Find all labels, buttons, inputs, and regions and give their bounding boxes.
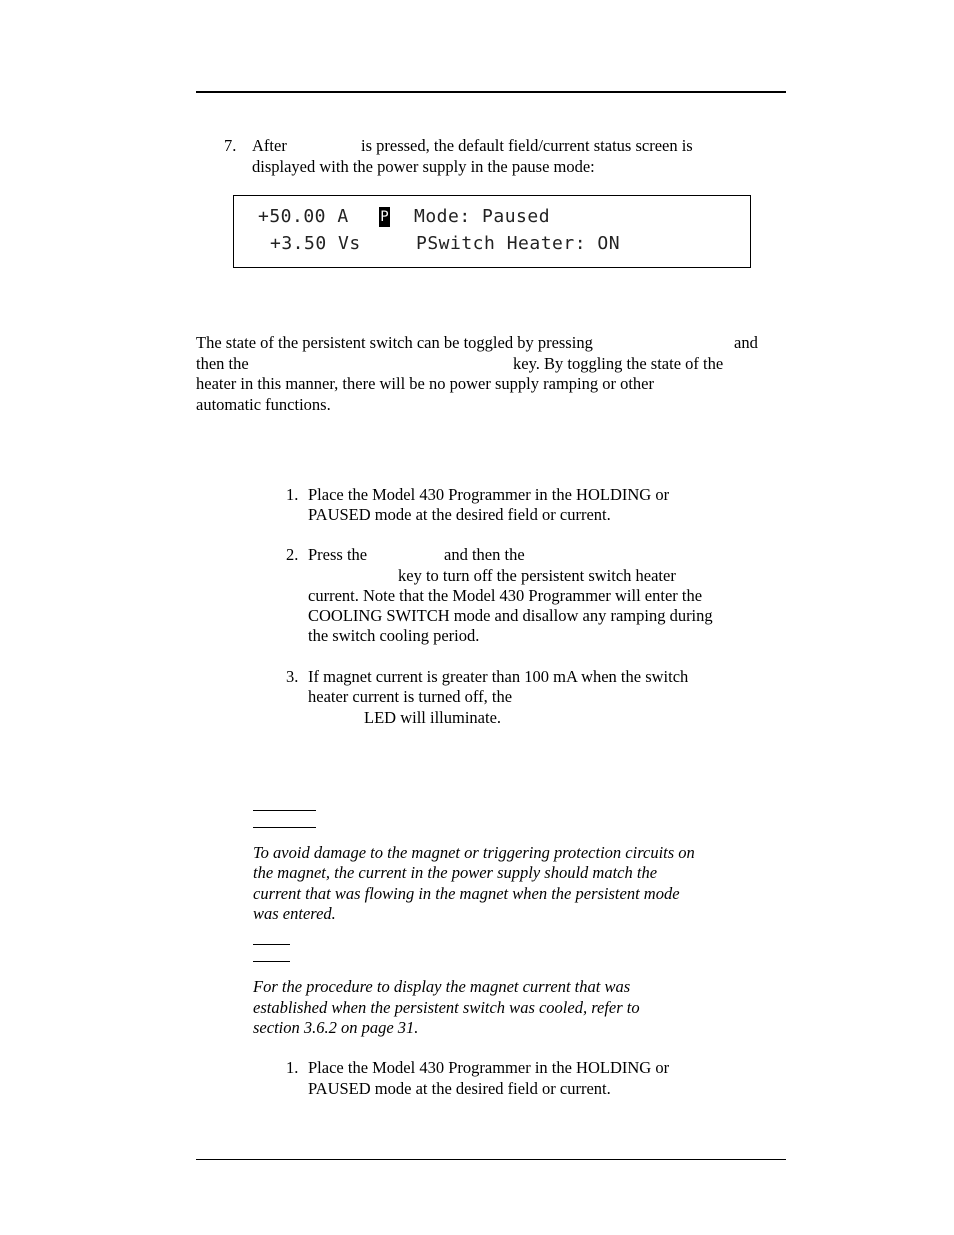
caution-rule-top bbox=[253, 810, 316, 811]
display-heater-status: PSwitch Heater: ON bbox=[416, 233, 621, 254]
list-a-item2-line3: current. Note that the Model 430 Programmer will enter the bbox=[308, 586, 703, 605]
step-7-line2: displayed with the power supply in the pause mode: bbox=[252, 157, 595, 176]
step-7-line1-b: is pressed, the default field/current status screen is bbox=[361, 136, 693, 155]
display-mode: Mode: Paused bbox=[414, 206, 551, 227]
step-7-line1-a: After bbox=[252, 136, 287, 155]
list-a-item3-line2: heater current is turned off, the bbox=[308, 687, 513, 706]
list-a-item3-line3: LED will illuminate. bbox=[364, 708, 502, 727]
caution-line2: the magnet, the current in the power supply should match the bbox=[253, 863, 658, 882]
list-b-item1-line1: Place the Model 430 Programmer in the HOLDING or bbox=[308, 1058, 670, 1077]
note-rule-top bbox=[253, 944, 290, 945]
list-a-item1-number: 1. bbox=[286, 485, 299, 504]
toggle-line2-b: key. By toggling the state of the bbox=[513, 354, 724, 373]
list-b-item1-number: 1. bbox=[286, 1058, 299, 1077]
list-b-item1-line2: PAUSED mode at the desired field or current. bbox=[308, 1079, 611, 1098]
caution-line4: was entered. bbox=[253, 904, 336, 923]
caution-rule-bottom bbox=[253, 827, 316, 828]
footer-rule bbox=[196, 1159, 786, 1160]
list-a-item1-line2: PAUSED mode at the desired field or current. bbox=[308, 505, 611, 524]
toggle-line1-b: and bbox=[734, 333, 758, 352]
list-a-item2-line1-b: and then the bbox=[444, 545, 525, 564]
toggle-line4: automatic functions. bbox=[196, 395, 331, 414]
list-a-item3-line1: If magnet current is greater than 100 mA when the switch bbox=[308, 667, 689, 686]
caution-line1: To avoid damage to the magnet or triggering protection circuits on bbox=[253, 843, 695, 862]
header-rule bbox=[196, 91, 786, 93]
list-a-item1-line1: Place the Model 430 Programmer in the HOLDING or bbox=[308, 485, 670, 504]
list-a-item2-number: 2. bbox=[286, 545, 299, 564]
display-voltage: +3.50 Vs bbox=[270, 233, 361, 254]
note-line1: For the procedure to display the magnet current that was bbox=[253, 977, 631, 996]
step-7-number: 7. bbox=[224, 136, 237, 155]
list-a-item2-line1-a: Press the bbox=[308, 545, 368, 564]
toggle-line2-a: then the bbox=[196, 354, 249, 373]
note-line2: established when the persistent switch was cooled, refer to bbox=[253, 998, 640, 1017]
toggle-line1-a: The state of the persistent switch can be toggled by pressing bbox=[196, 333, 593, 352]
note-line3: section 3.6.2 on page 31. bbox=[253, 1018, 419, 1037]
list-a-item2-line2: key to turn off the persistent switch heater bbox=[398, 566, 676, 585]
note-rule-bottom bbox=[253, 961, 290, 962]
list-a-item3-number: 3. bbox=[286, 667, 299, 686]
toggle-line3: heater in this manner, there will be no power supply ramping or other bbox=[196, 374, 655, 393]
display-current: +50.00 A bbox=[258, 206, 349, 227]
display-mode-cursor: P bbox=[380, 209, 389, 225]
list-a-item2-line4: COOLING SWITCH mode and disallow any ramping during bbox=[308, 606, 713, 625]
caution-line3: current that was flowing in the magnet when the persistent mode bbox=[253, 884, 680, 903]
list-a-item2-line5: the switch cooling period. bbox=[308, 626, 480, 645]
